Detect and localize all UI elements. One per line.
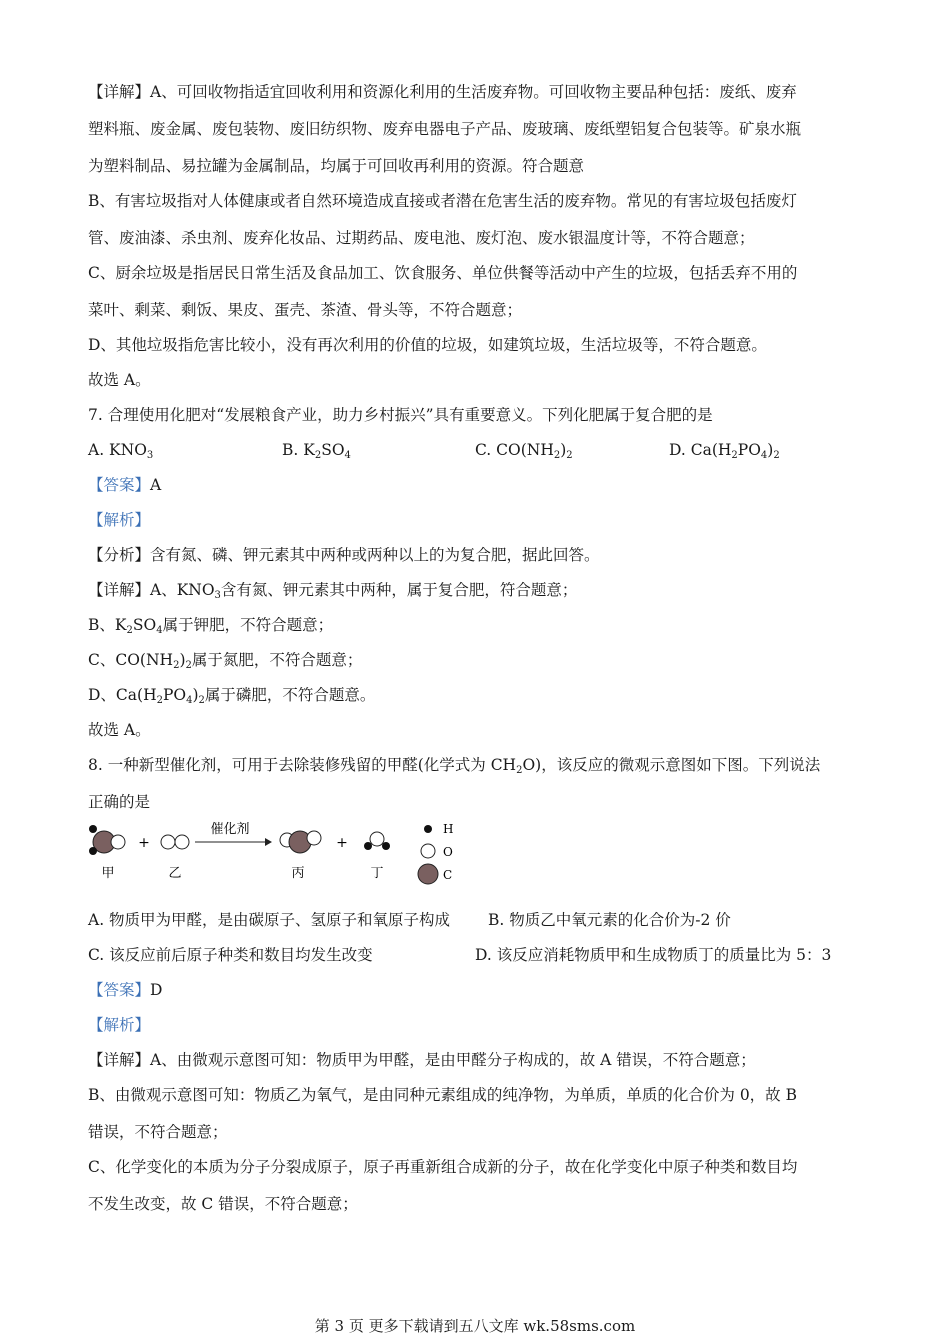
q7-detail-a: 【详解】A、$KNO_3$含有氮、钾元素其中两种，属于复合肥，符合题意； xyxy=(88,581,578,601)
text-line: 为塑料制品、易拉罐为金属制品，均属于可回收再利用的资源。符合题意 xyxy=(88,157,585,175)
q7-option-d: D. $Ca(H_2PO_4)_2$ xyxy=(669,441,780,461)
oxygen-atom xyxy=(175,835,189,849)
legend-h: H xyxy=(443,822,454,836)
molecule-ding xyxy=(364,832,390,850)
q7-option-c: C. $CO(NH_2)_2$ xyxy=(475,441,573,461)
plus-sign: + xyxy=(138,835,150,851)
catalyst-label: 催化剂 xyxy=(210,822,250,837)
hydrogen-atom xyxy=(364,842,372,850)
label-jia: 甲 xyxy=(101,866,115,881)
hydrogen-atom xyxy=(382,842,390,850)
arrow-head-icon xyxy=(265,838,272,846)
molecule-yi xyxy=(161,835,189,849)
q8-analysis-tag: 【解析】 xyxy=(88,1016,151,1034)
reaction-diagram xyxy=(82,816,482,888)
q8-detail-b: B、由微观示意图可知：物质乙为氧气，是由同种元素组成的纯净物，为单质，单质的化合价为 0，故 B xyxy=(88,1086,797,1104)
atom-legend xyxy=(418,822,453,884)
legend-c: C xyxy=(443,868,453,882)
page-footer: 第 3 页 更多下载请到五八文库 wk.58sms.com xyxy=(314,1317,636,1335)
q8-option-a: A. 物质甲为甲醛，是由碳原子、氢原子和氧原子构成 xyxy=(88,911,451,929)
carbon-legend-icon xyxy=(418,864,438,884)
plus-sign: + xyxy=(336,835,348,851)
text-line: C、厨余垃圾是指居民日常生活及食品加工、饮食服务、单位供餐等活动中产生的垃圾，包括丢弃不用的 xyxy=(88,264,798,282)
question-8-stem-cont: 正确的是 xyxy=(88,793,151,811)
oxygen-atom xyxy=(370,832,384,846)
q8-answer: 【答案】D xyxy=(88,981,163,999)
q7-fenxi: 【分析】含有氮、磷、钾元素其中两种或两种以上的为复合肥，据此回答。 xyxy=(88,546,600,564)
question-8-stem: 8. 一种新型催化剂，可用于去除装修残留的甲醛(化学式为 $CH_2O$)，该反应的微观示意图如下图。下列说法 xyxy=(88,756,821,776)
q7-option-a: A. $KNO_3$ xyxy=(88,441,154,461)
text-line: 【详解】A、可回收物指适宜回收利用和资源化利用的生活废弃物。可回收物主要品种包括：废纸、废弃 xyxy=(88,83,797,101)
q7-answer: 【答案】A xyxy=(88,476,162,494)
q8-detail-c-cont: 不发生改变，故 C 错误，不符合题意； xyxy=(88,1195,358,1213)
molecule-bing xyxy=(280,831,321,853)
q8-detail-b-cont: 错误，不符合题意； xyxy=(88,1123,228,1141)
q8-detail-c: C、化学变化的本质为分子分裂成原子，原子再重新组合成新的分子，故在化学变化中原子种类和数目均 xyxy=(88,1158,798,1176)
q7-detail-b: B、$K_2SO_4$属于钾肥，不符合题意； xyxy=(88,616,334,636)
text-line: 管、废油漆、杀虫剂、废弃化妆品、过期药品、废电池、废灯泡、废水银温度计等，不符合题意； xyxy=(88,229,755,247)
label-bing: 丙 xyxy=(291,866,305,881)
q8-detail-a: 【详解】A、由微观示意图可知：物质甲为甲醛，是由甲醛分子构成的，故 A 错误，不符合题意； xyxy=(88,1051,756,1069)
oxygen-legend-icon xyxy=(421,844,435,858)
label-yi: 乙 xyxy=(168,866,182,881)
text-line: B、有害垃圾指对人体健康或者自然环境造成直接或者潜在危害生活的废弃物。常见的有害垃圾包括废灯 xyxy=(88,192,797,210)
legend-o: O xyxy=(443,845,453,859)
oxygen-atom xyxy=(161,835,175,849)
oxygen-atom xyxy=(111,835,125,849)
q7-analysis-tag: 【解析】 xyxy=(88,511,151,529)
hydrogen-atom xyxy=(89,825,97,833)
text-line: D、其他垃圾指危害比较小，没有再次利用的价值的垃圾，如建筑垃圾，生活垃圾等，不符合题意。 xyxy=(88,336,767,354)
q8-option-d: D. 该反应消耗物质甲和生成物质丁的质量比为 5：3 xyxy=(475,946,832,964)
hydrogen-atom xyxy=(89,847,97,855)
hydrogen-legend-icon xyxy=(424,825,432,833)
oxygen-atom xyxy=(307,831,321,845)
q8-option-c: C. 该反应前后原子种类和数目均发生改变 xyxy=(88,946,373,964)
label-ding: 丁 xyxy=(370,866,384,881)
q7-conclusion: 故选 A。 xyxy=(88,721,151,739)
q7-detail-d: D、$Ca(H_2PO_4)_2$属于磷肥，不符合题意。 xyxy=(88,686,376,706)
question-7-stem: 7. 合理使用化肥对“发展粮食产业，助力乡村振兴”具有重要意义。下列化肥属于复合肥的是 xyxy=(88,406,713,424)
q7-option-b: B. $K_2SO_4$ xyxy=(282,441,351,461)
q8-option-b: B. 物质乙中氧元素的化合价为-2 价 xyxy=(488,911,731,929)
text-line: 塑料瓶、废金属、废包装物、废旧纺织物、废弃电器电子产品、废玻璃、废纸塑铝复合包装等。矿泉水瓶 xyxy=(88,120,802,138)
text-line: 故选 A。 xyxy=(88,371,151,389)
text-line: 菜叶、剩菜、剩饭、果皮、蛋壳、茶渣、骨头等，不符合题意； xyxy=(88,301,523,319)
q7-detail-c: C、$CO(NH_2)_2$属于氮肥，不符合题意； xyxy=(88,651,363,671)
molecule-jia xyxy=(89,825,125,855)
